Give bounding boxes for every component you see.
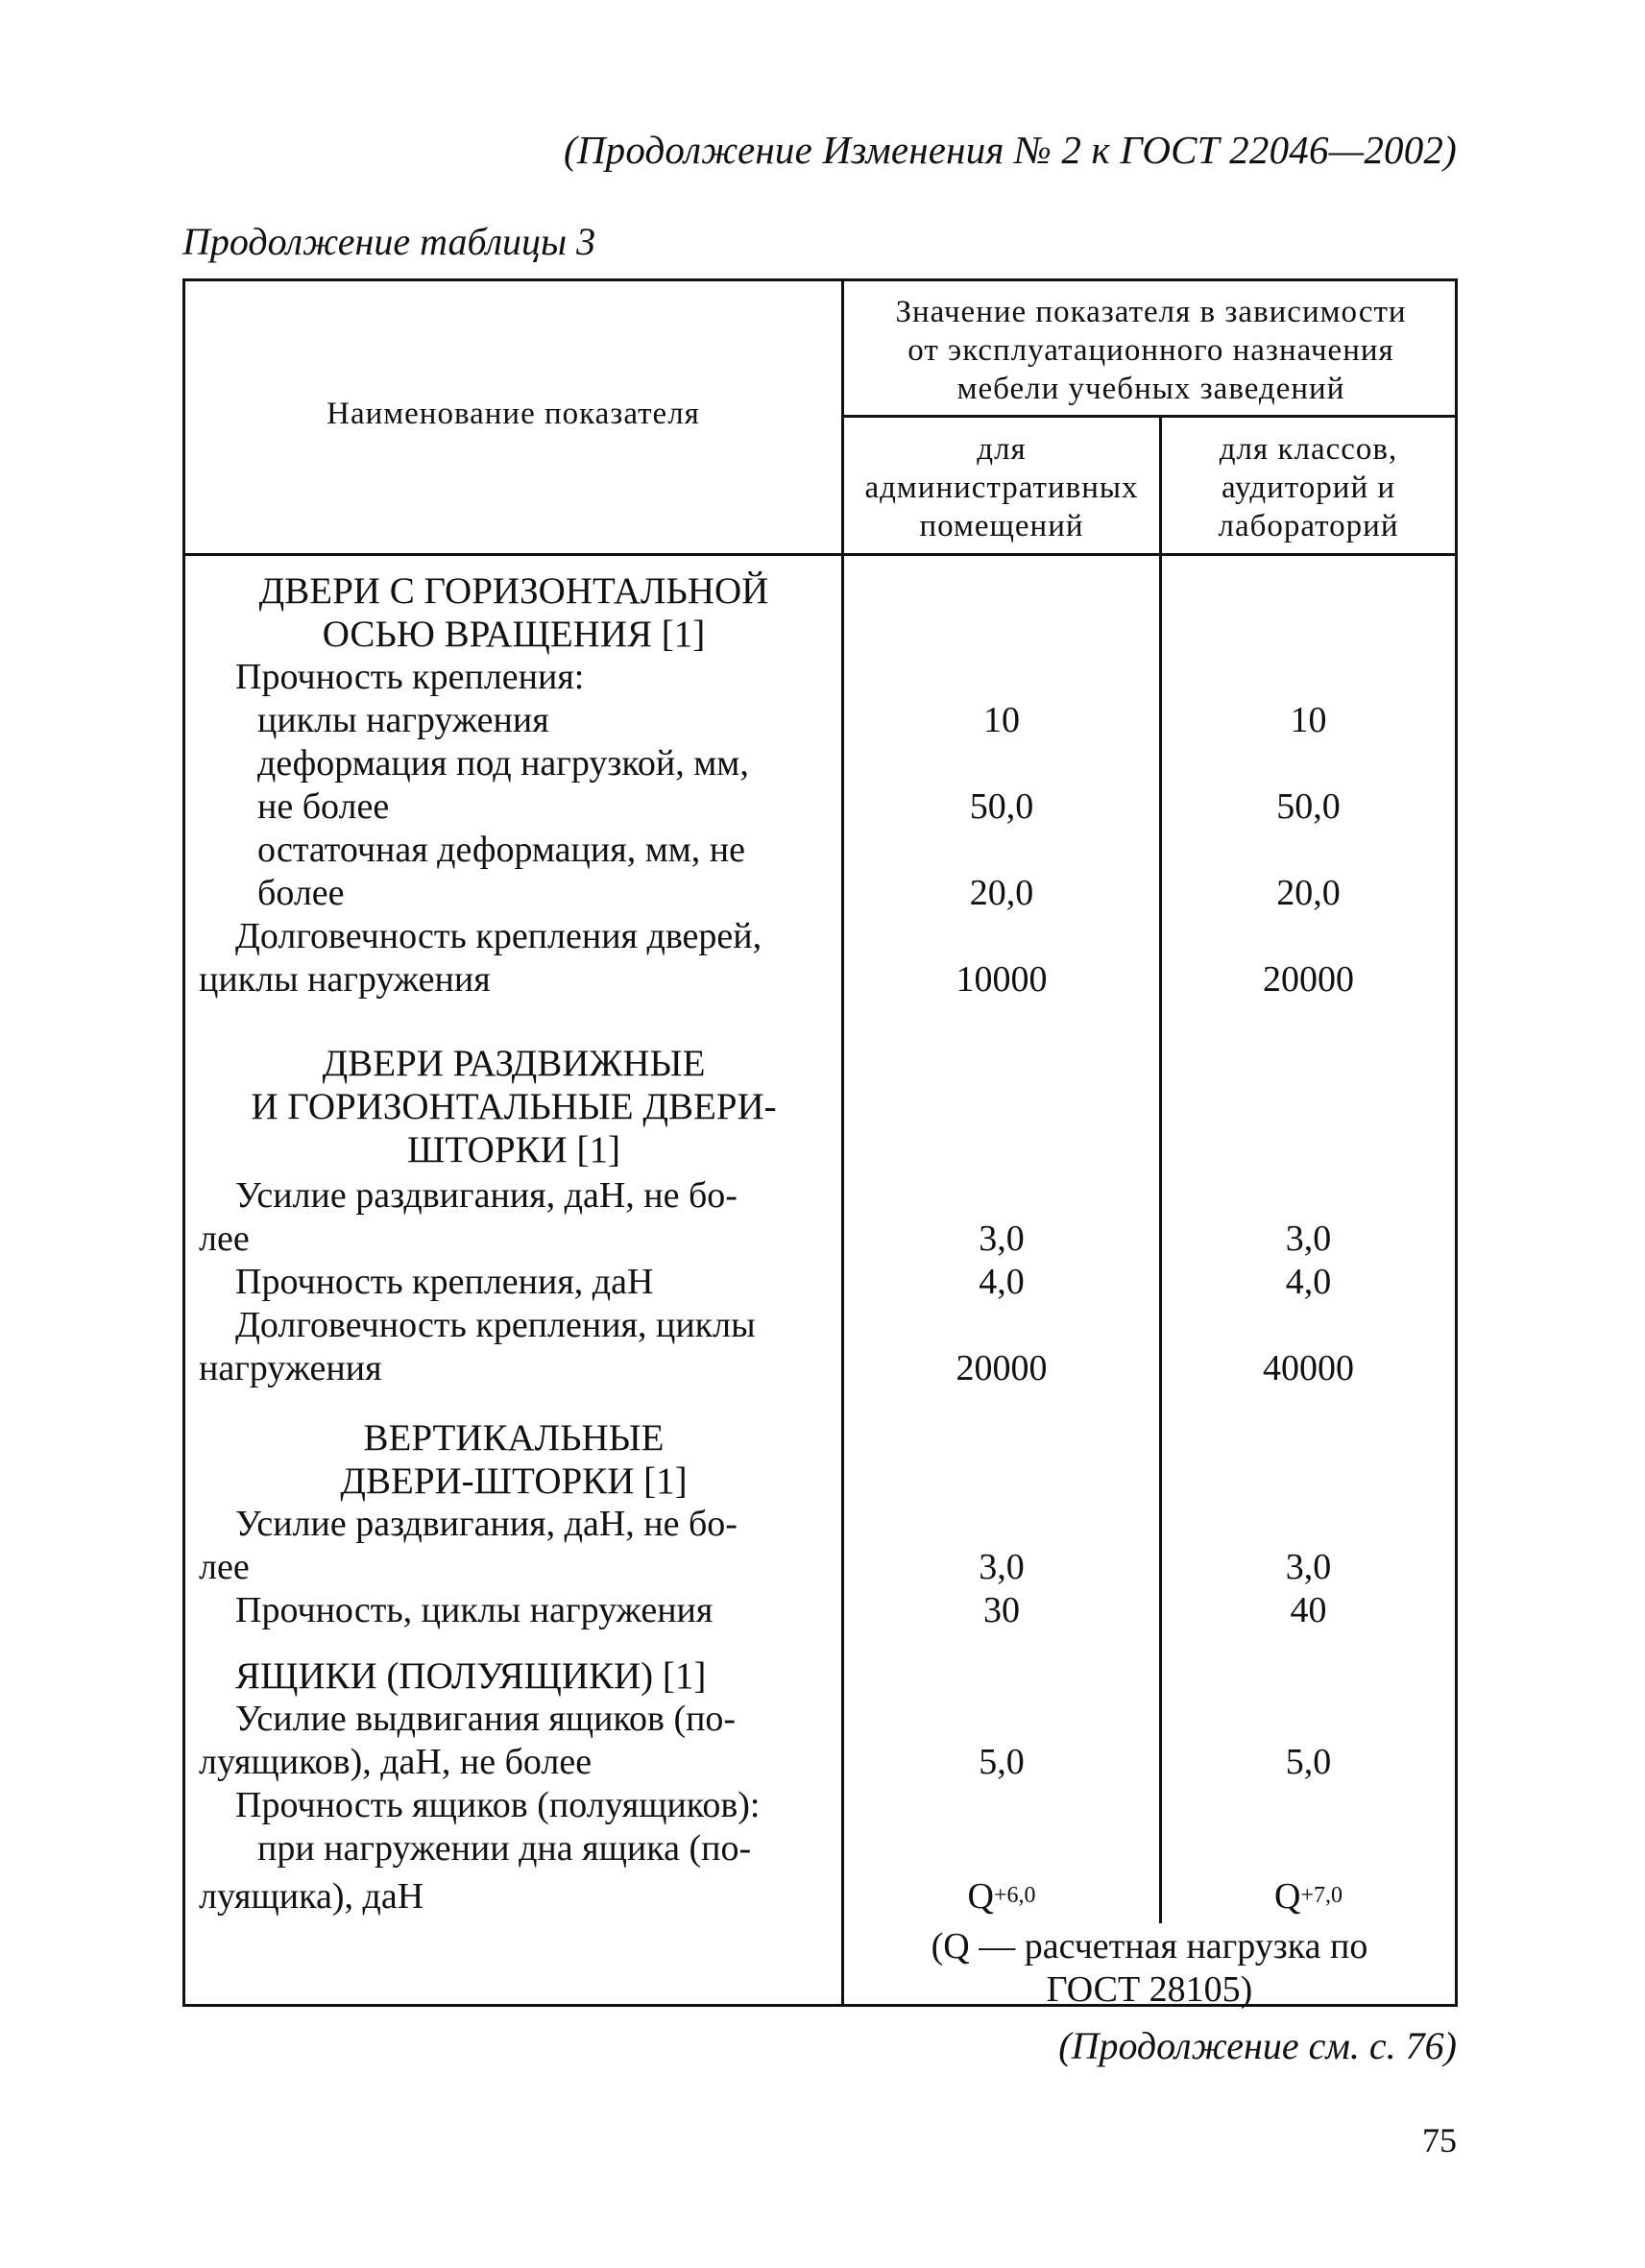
table-row: лее 3,0 3,0 xyxy=(199,1547,1332,1587)
section-title-drawers: ЯЩИКИ (ПОЛУЯЩИКИ) [1] xyxy=(235,1655,707,1697)
table-row: деформация под нагрузкой, мм, xyxy=(257,743,749,784)
table-row: лее 3,0 3,0 xyxy=(199,1218,1332,1259)
header-sub-divider xyxy=(841,415,1458,418)
value-column-header: Значение показателя в зависимости от эксплуатационного назначения мебели учебных заведений xyxy=(895,295,1407,406)
section-title-horizontal-doors: ДВЕРИ С ГОРИЗОНТАЛЬНОЙ ОСЬЮ ВРАЩЕНИЯ [1] xyxy=(258,570,769,655)
header-bottom-divider xyxy=(185,553,1458,556)
section-title-vertical-doors: ВЕРТИКАЛЬНЫЕ ДВЕРИ-ШТОРКИ [1] xyxy=(340,1417,688,1502)
table-row: луящиков), даН, не более 5,0 5,0 xyxy=(199,1742,1332,1782)
table-row: Прочность, циклы нагружения 30 40 xyxy=(235,1590,1327,1630)
table-row: циклы нагружения 10000 20000 xyxy=(199,959,1354,1000)
class-column-header: для классов, аудиторий и лабораторий xyxy=(1218,432,1399,543)
page-number: 75 xyxy=(1422,2121,1457,2159)
continuation-note: (Продолжение Изменения № 2 к ГОСТ 22046—2002) xyxy=(563,128,1457,172)
table-row: луящика), даН $Q^{+6,0}$ $Q^{+7,0}$ xyxy=(199,1876,1343,1917)
table-row: Прочность крепления, даН 4,0 4,0 xyxy=(235,1262,1332,1302)
table-row: остаточная деформация, мм, не xyxy=(257,830,745,870)
table-row: Долговечность крепления, циклы xyxy=(235,1305,756,1345)
table-row: циклы нагружения 10 10 xyxy=(257,700,1327,740)
table-row: нагружения 20000 40000 xyxy=(199,1348,1354,1388)
table-row: Прочность ящиков (полуящиков): xyxy=(235,1785,761,1825)
table-row: Усилие раздвигания, даН, не бо- xyxy=(235,1175,738,1216)
table-row: Усилие выдвигания ящиков (по- xyxy=(235,1699,737,1739)
table-row: Долговечность крепления дверей, xyxy=(235,916,762,956)
table-row: Усилие раздвигания, даН, не бо- xyxy=(235,1504,738,1544)
load-note: (Q — расчетная нагрузка по ГОСТ 28105) xyxy=(931,1926,1368,2010)
table-row: при нагружении дна ящика (по- xyxy=(257,1828,752,1869)
admin-column-header: для административных помещений xyxy=(864,432,1139,543)
name-column-header: Наименование показателя xyxy=(327,397,700,431)
table-row: более 20,0 20,0 xyxy=(257,873,1341,913)
table-row: не более 50,0 50,0 xyxy=(257,786,1341,827)
continued-on-note: (Продолжение см. с. 76) xyxy=(1058,2024,1457,2067)
specifications-table xyxy=(182,278,1458,2010)
section-title-sliding-doors: ДВЕРИ РАЗДВИЖНЫЕ И ГОРИЗОНТАЛЬНЫЕ ДВЕРИ- ШТОРКИ [1] xyxy=(251,1043,777,1170)
table-caption: Продолжение таблицы 3 xyxy=(182,220,596,263)
table-row: Прочность крепления: xyxy=(235,657,585,697)
